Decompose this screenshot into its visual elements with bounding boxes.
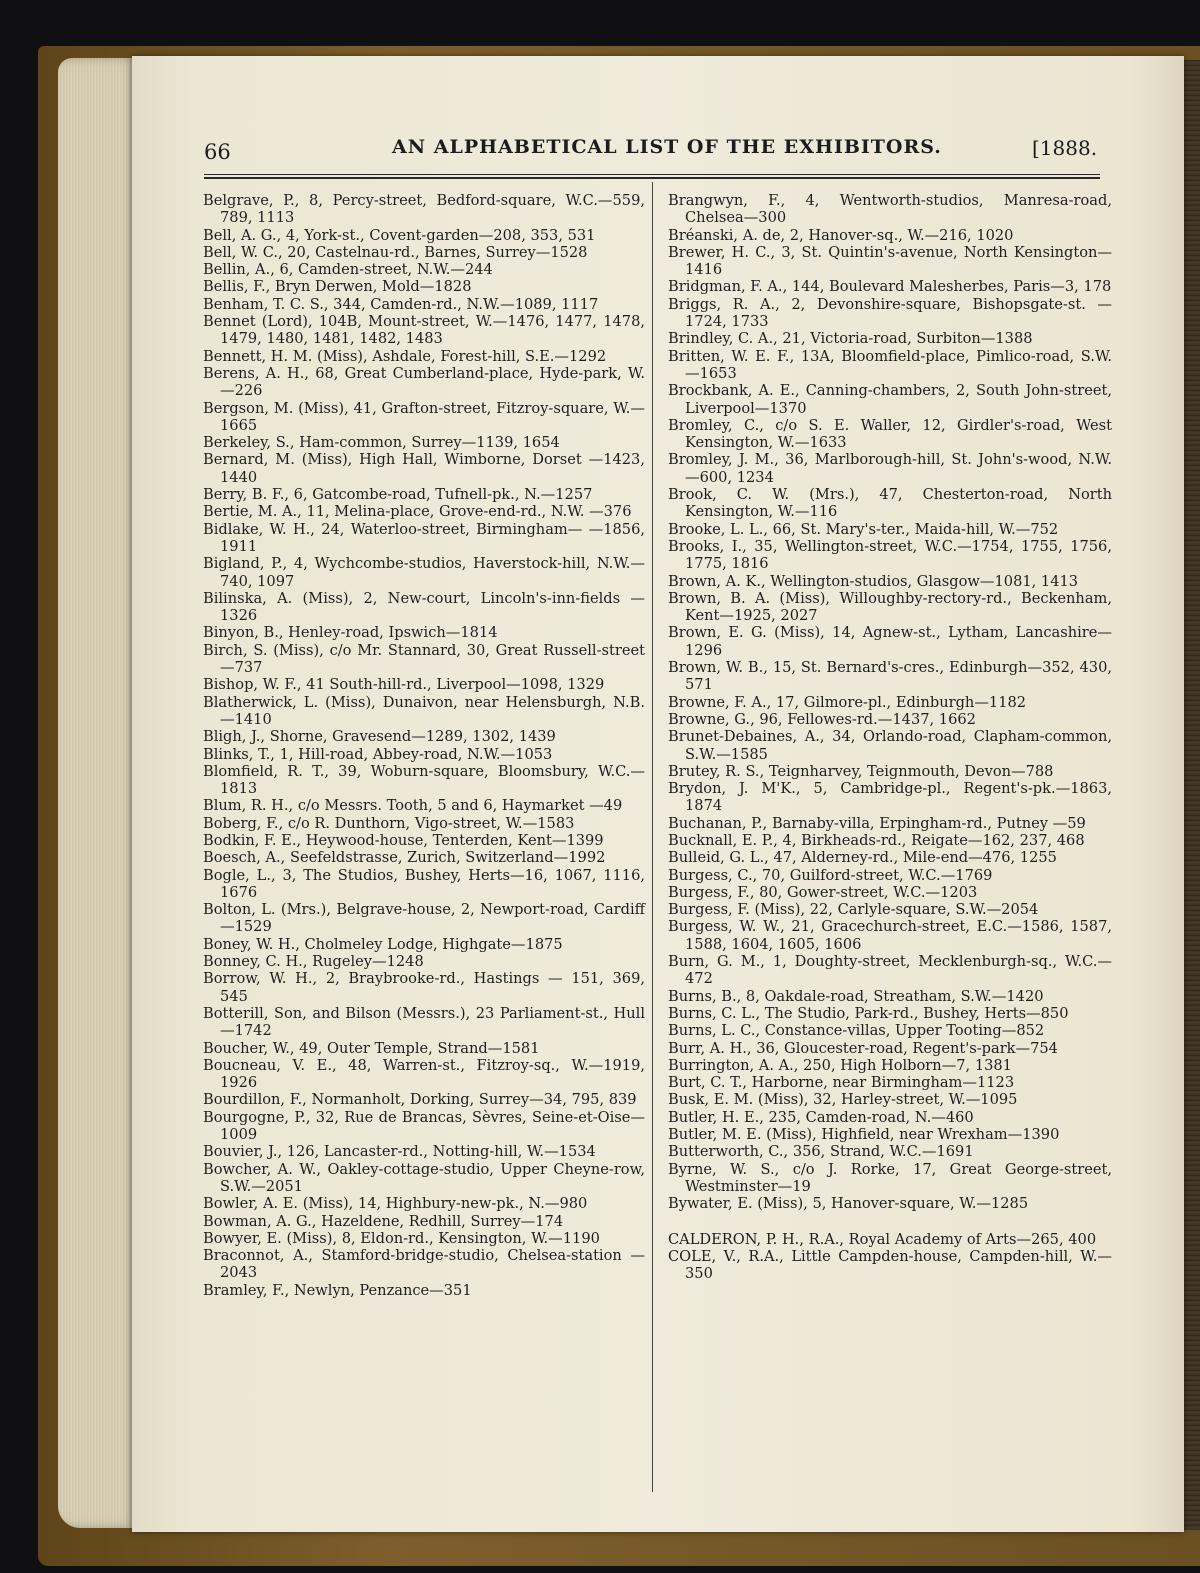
exhibitor-entry: Bourdillon, F., Normanholt, Dorking, Surrey—34, 795, 839 bbox=[203, 1091, 637, 1109]
exhibitor-entry: Bell, W. C., 20, Castelnau-rd., Barnes, Surrey—1528 bbox=[203, 243, 588, 261]
page-number: 66 bbox=[204, 140, 231, 164]
exhibitor-entry: Brunet-Debaines, A., 34, Orlando-road, Clapham-common, S.W.—1585 bbox=[668, 728, 1112, 763]
exhibitor-entry: Brooks, I., 35, Wellington-street, W.C.—1754, 1755, 1756, 1775, 1816 bbox=[668, 537, 1112, 573]
exhibitor-entry: Bowcher, A. W., Oakley-cottage-studio, Upper Cheyne-row, S.W.—2051 bbox=[203, 1160, 645, 1195]
exhibitor-entry: Brutey, R. S., Teignharvey, Teignmouth, Devon—788 bbox=[668, 762, 1054, 780]
exhibitor-entry: Benham, T. C. S., 344, Camden-rd., N.W.—1089, 1117 bbox=[203, 295, 599, 313]
exhibitor-entry: Bell, A. G., 4, York-st., Covent-garden—208, 353, 531 bbox=[203, 226, 596, 244]
exhibitor-entry: Bowler, A. E. (Miss), 14, Highbury-new-pk., N.—980 bbox=[203, 1195, 588, 1213]
exhibitor-entry: Bramley, F., Newlyn, Penzance—351 bbox=[203, 1281, 472, 1299]
exhibitor-entry: Burr, A. H., 36, Gloucester-road, Regent's-park—754 bbox=[668, 1039, 1058, 1057]
exhibitor-entry: Bennett, H. M. (Miss), Ashdale, Forest-hill, S.E.—1292 bbox=[203, 347, 607, 365]
exhibitor-entry: CALDERON, P. H., R.A., Royal Academy of Arts—265, 400 bbox=[668, 1230, 1097, 1248]
exhibitor-entry: Berens, A. H., 68, Great Cumberland-place, Hyde-park, W.—226 bbox=[203, 364, 645, 400]
exhibitor-entry: Bywater, E. (Miss), 5, Hanover-square, W.—1285 bbox=[668, 1195, 1029, 1213]
page-title: AN ALPHABETICAL LIST OF THE EXHIBITORS. bbox=[392, 136, 942, 158]
exhibitor-entry: Bourgogne, P., 32, Rue de Brancas, Sèvres, Seine-et-Oise—1009 bbox=[203, 1108, 645, 1144]
exhibitor-entry: Britten, W. E. F., 13A, Bloomfield-place, Pimlico-road, S.W.—1653 bbox=[668, 347, 1112, 382]
exhibitor-entry: Burgess, C., 70, Guilford-street, W.C.—1769 bbox=[668, 866, 993, 884]
exhibitor-entry: Bowman, A. G., Hazeldene, Redhill, Surrey—174 bbox=[203, 1212, 564, 1230]
exhibitor-entry: Berkeley, S., Ham-common, Surrey—1139, 1654 bbox=[203, 434, 560, 452]
exhibitor-entry: Bromley, C., c/o S. E. Waller, 12, Girdler's-road, West Kensington, W.—1633 bbox=[668, 416, 1112, 452]
exhibitor-entry: Bergson, M. (Miss), 41, Grafton-street, Fitzroy-square, W.—1665 bbox=[203, 399, 645, 434]
exhibitor-entry: Browne, G., 96, Fellowes-rd.—1437, 1662 bbox=[668, 710, 976, 728]
exhibitor-entry: Burns, L. C., Constance-villas, Upper Tooting—852 bbox=[668, 1022, 1045, 1040]
exhibitor-entry: Brindley, C. A., 21, Victoria-road, Surbiton—1388 bbox=[668, 330, 1033, 348]
exhibitor-entry: Blatherwick, L. (Miss), Dunaivon, near Helensburgh, N.B.—1410 bbox=[203, 693, 645, 728]
exhibitor-entry: Brooke, L. L., 66, St. Mary's-ter., Maida-hill, W.—752 bbox=[668, 520, 1059, 538]
exhibitor-entry: Busk, E. M. (Miss), 32, Harley-street, W.—1095 bbox=[668, 1091, 1018, 1109]
exhibitor-entry: Botterill, Son, and Bilson (Messrs.), 23 Parliament-st., Hull—1742 bbox=[203, 1004, 645, 1040]
exhibitor-entry: Burt, C. T., Harborne, near Birmingham—1123 bbox=[668, 1074, 1015, 1092]
exhibitor-entry: Bouvier, J., 126, Lancaster-rd., Notting-hill, W.—1534 bbox=[203, 1143, 596, 1161]
exhibitor-entry: Boucher, W., 49, Outer Temple, Strand—1581 bbox=[203, 1039, 540, 1057]
exhibitor-entry: Blinks, T., 1, Hill-road, Abbey-road, N.W.—1053 bbox=[203, 745, 553, 763]
exhibitor-entry: Bilinska, A. (Miss), 2, New-court, Lincoln's-inn-fields —1326 bbox=[203, 589, 645, 625]
exhibitor-entry: Butler, H. E., 235, Camden-road, N.—460 bbox=[668, 1108, 974, 1126]
exhibitor-entry: Bodkin, F. E., Heywood-house, Tenterden, Kent—1399 bbox=[203, 831, 604, 849]
exhibitor-entry: Bellis, F., Bryn Derwen, Mold—1828 bbox=[203, 278, 472, 296]
column-divider bbox=[652, 182, 653, 1492]
page-edges bbox=[58, 58, 138, 1528]
exhibitor-entry: Bernard, M. (Miss), High Hall, Wimborne, Dorset —1423, 1440 bbox=[203, 451, 645, 486]
exhibitor-entry: Bulleid, G. L., 47, Alderney-rd., Mile-end—476, 1255 bbox=[668, 849, 1057, 867]
exhibitor-entry: Bidlake, W. H., 24, Waterloo-street, Birmingham— —1856, 1911 bbox=[203, 520, 645, 555]
exhibitor-entry: Burns, B., 8, Oakdale-road, Streatham, S.W.—1420 bbox=[668, 987, 1044, 1005]
exhibitor-entry: Borrow, W. H., 2, Braybrooke-rd., Hastings — 151, 369, 545 bbox=[203, 970, 645, 1005]
exhibitor-entry: Blomfield, R. T., 39, Woburn-square, Bloomsbury, W.C.—1813 bbox=[203, 762, 645, 798]
exhibitor-entry: Bromley, J. M., 36, Marlborough-hill, St. John's-wood, N.W.—600, 1234 bbox=[668, 451, 1112, 486]
binding-edge bbox=[1184, 60, 1200, 1530]
exhibitor-entry: Burn, G. M., 1, Doughty-street, Mecklenburgh-sq., W.C.—472 bbox=[668, 953, 1112, 988]
exhibitor-entry: Burgess, F. (Miss), 22, Carlyle-square, S.W.—2054 bbox=[668, 901, 1039, 919]
page-year: [1888. bbox=[1032, 136, 1098, 160]
exhibitor-entry: Brown, B. A. (Miss), Willoughby-rectory-rd., Beckenham, Kent—1925, 2027 bbox=[668, 589, 1112, 625]
exhibitor-entry: Buchanan, P., Barnaby-villa, Erpingham-rd., Putney —59 bbox=[668, 814, 1086, 832]
exhibitor-entry: Butler, M. E. (Miss), Highfield, near Wrexham—1390 bbox=[668, 1126, 1060, 1144]
exhibitor-entry: Braconnot, A., Stamford-bridge-studio, Chelsea-station —2043 bbox=[203, 1247, 645, 1282]
exhibitor-entry: Burrington, A. A., 250, High Holborn—7, 1381 bbox=[668, 1056, 1012, 1074]
exhibitor-entry: Blum, R. H., c/o Messrs. Tooth, 5 and 6, Haymarket —49 bbox=[203, 797, 623, 815]
exhibitor-entry: Burgess, W. W., 21, Gracechurch-street, E.C.—1586, 1587, 1588, 1604, 1605, 1606 bbox=[668, 918, 1112, 953]
exhibitor-entry: Brown, W. B., 15, St. Bernard's-cres., Edinburgh—352, 430, 571 bbox=[668, 659, 1112, 694]
exhibitor-entry: Bogle, L., 3, The Studios, Bushey, Herts—16, 1067, 1116, 1676 bbox=[203, 866, 645, 901]
exhibitor-entry: Boberg, F., c/o R. Dunthorn, Vigo-street, W.—1583 bbox=[203, 814, 575, 832]
exhibitor-entry: Brown, E. G. (Miss), 14, Agnew-st., Lytham, Lancashire—1296 bbox=[668, 624, 1112, 659]
left-column bbox=[203, 192, 645, 1299]
exhibitor-entry: Bligh, J., Shorne, Gravesend—1289, 1302, 1439 bbox=[203, 728, 556, 746]
exhibitor-entry: Boesch, A., Seefeldstrasse, Zurich, Switzerland—1992 bbox=[203, 849, 606, 867]
exhibitor-entry: Bennet (Lord), 104B, Mount-street, W.—1476, 1477, 1478, 1479, 1480, 1481, 1482, 1483 bbox=[203, 313, 645, 348]
exhibitor-entry: Bigland, P., 4, Wychcombe-studios, Haverstock-hill, N.W.—740, 1097 bbox=[203, 555, 645, 590]
exhibitor-entry: Brook, C. W. (Mrs.), 47, Chesterton-road, North Kensington, W.—116 bbox=[668, 486, 1112, 521]
book-page bbox=[132, 56, 1184, 1532]
exhibitor-entry: Butterworth, C., 356, Strand, W.C.—1691 bbox=[668, 1143, 974, 1161]
exhibitor-entry: Bertie, M. A., 11, Melina-place, Grove-end-rd., N.W. —376 bbox=[203, 503, 632, 521]
exhibitor-entry: Bréanski, A. de, 2, Hanover-sq., W.—216, 1020 bbox=[668, 226, 1014, 244]
exhibitor-entry: Birch, S. (Miss), c/o Mr. Stannard, 30, Great Russell-street—737 bbox=[203, 641, 645, 677]
exhibitor-entry: Bowyer, E. (Miss), 8, Eldon-rd., Kensington, W.—1190 bbox=[203, 1229, 600, 1247]
exhibitor-entry: Bishop, W. F., 41 South-hill-rd., Liverpool—1098, 1329 bbox=[203, 676, 605, 694]
header-rule-thick bbox=[204, 177, 1100, 179]
header-rule bbox=[204, 174, 1100, 175]
exhibitor-entry: Bolton, L. (Mrs.), Belgrave-house, 2, Newport-road, Cardiff—1529 bbox=[203, 901, 645, 936]
exhibitor-entry: Boucneau, V. E., 48, Warren-st., Fitzroy-sq., W.—1919, 1926 bbox=[203, 1056, 645, 1092]
exhibitor-entry: Boney, W. H., Cholmeley Lodge, Highgate—1875 bbox=[203, 935, 563, 953]
section-gap bbox=[668, 1213, 1112, 1231]
exhibitor-entry: Bucknall, E. P., 4, Birkheads-rd., Reigate—162, 237, 468 bbox=[668, 831, 1085, 849]
exhibitor-entry: Bonney, C. H., Rugeley—1248 bbox=[203, 953, 424, 971]
exhibitor-entry: Bridgman, F. A., 144, Boulevard Malesherbes, Paris—3, 178 bbox=[668, 278, 1112, 296]
exhibitor-entry: Briggs, R. A., 2, Devonshire-square, Bishopsgate-st. —1724, 1733 bbox=[668, 295, 1112, 331]
exhibitor-entry: COLE, V., R.A., Little Campden-house, Campden-hill, W.—350 bbox=[668, 1247, 1112, 1283]
exhibitor-entry: Byrne, W. S., c/o J. Rorke, 17, Great George-street, Westminster—19 bbox=[668, 1160, 1112, 1195]
exhibitor-entry: Binyon, B., Henley-road, Ipswich—1814 bbox=[203, 624, 498, 642]
exhibitor-entry: Belgrave, P., 8, Percy-street, Bedford-square, W.C.—559, 789, 1113 bbox=[203, 192, 645, 227]
exhibitor-entry: Bellin, A., 6, Camden-street, N.W.—244 bbox=[203, 261, 493, 279]
exhibitor-entry: Brockbank, A. E., Canning-chambers, 2, South John-street, Liverpool—1370 bbox=[668, 382, 1112, 417]
exhibitor-entry: Burgess, F., 80, Gower-street, W.C.—1203 bbox=[668, 883, 978, 901]
exhibitor-entry: Browne, F. A., 17, Gilmore-pl., Edinburgh—1182 bbox=[668, 693, 1027, 711]
exhibitor-entry: Brydon, J. M'K., 5, Cambridge-pl., Regent's-pk.—1863, 1874 bbox=[668, 780, 1112, 815]
exhibitor-entry: Brangwyn, F., 4, Wentworth-studios, Manresa-road, Chelsea—300 bbox=[668, 192, 1112, 227]
exhibitor-entry: Brewer, H. C., 3, St. Quintin's-avenue, North Kensington—1416 bbox=[668, 243, 1112, 279]
exhibitor-entry: Brown, A. K., Wellington-studios, Glasgow—1081, 1413 bbox=[668, 572, 1079, 590]
exhibitor-entry: Berry, B. F., 6, Gatcombe-road, Tufnell-pk., N.—1257 bbox=[203, 486, 593, 504]
right-column bbox=[668, 192, 1112, 1282]
exhibitor-entry: Burns, C. L., The Studio, Park-rd., Bushey, Herts—850 bbox=[668, 1004, 1069, 1022]
